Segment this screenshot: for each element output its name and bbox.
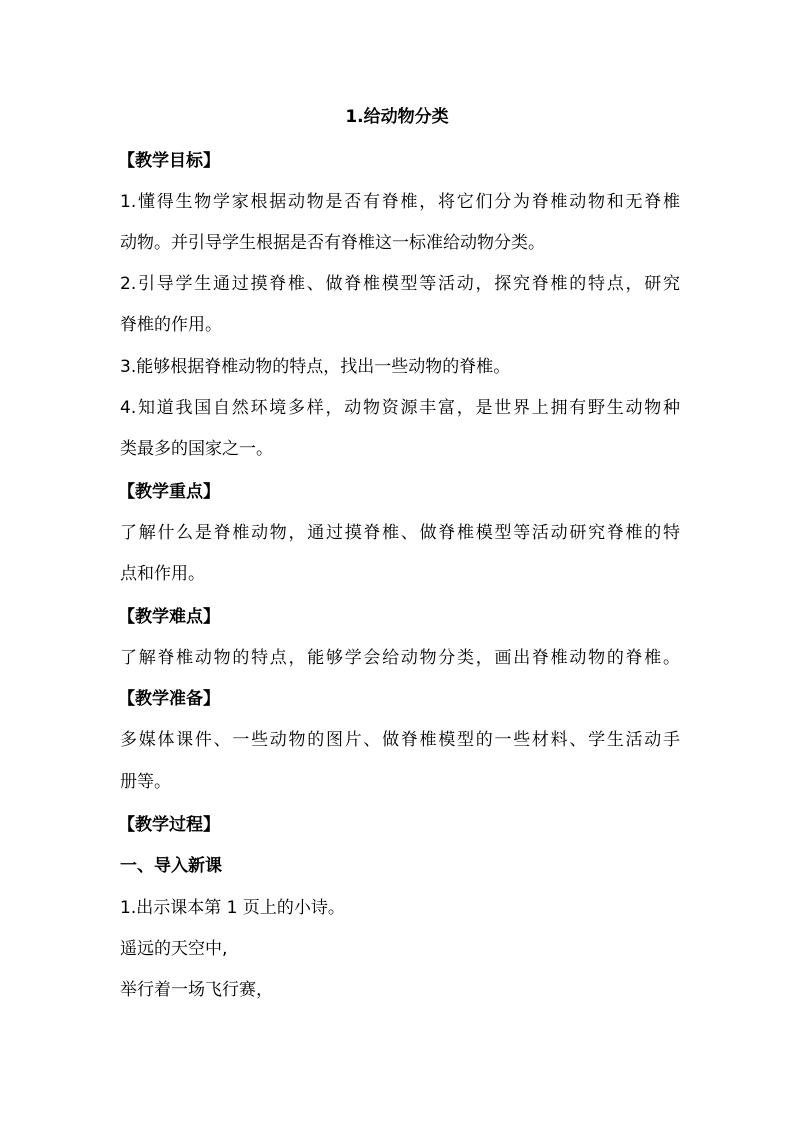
difficulties-line-1: 了解脊椎动物的特点，能够学会给动物分类，画出脊椎动物的脊椎。 (120, 648, 680, 668)
document-title: 1.给动物分类 (345, 107, 449, 127)
key-points-line-2: 点和作用。 (120, 564, 205, 584)
section-introduction: 一、导入新课 (120, 856, 222, 876)
goal-4-line-1: 4.知道我国自然环境多样，动物资源丰富，是世界上拥有野生动物种 (120, 398, 680, 418)
preparation-heading: 【教学准备】 (118, 689, 220, 709)
key-points-heading: 【教学重点】 (118, 482, 220, 502)
goal-1-line-2: 动物。并引导学生根据是否有脊椎这一标准给动物分类。 (120, 233, 545, 253)
preparation-line-2: 册等。 (120, 772, 171, 792)
goal-2-line-1: 2.引导学生通过摸脊椎、做脊椎模型等活动，探究脊椎的特点，研究 (120, 274, 680, 294)
poem-line-1: 遥远的天空中, (120, 939, 228, 959)
key-points-line-1: 了解什么是脊椎动物，通过摸脊椎、做脊椎模型等活动研究脊椎的特 (120, 523, 680, 543)
process-heading: 【教学过程】 (118, 815, 220, 835)
step-1: 1.出示课本第 1 页上的小诗。 (120, 898, 345, 918)
preparation-line-1: 多媒体课件、一些动物的图片、做脊椎模型的一些材料、学生活动手 (120, 730, 680, 750)
difficulties-heading: 【教学难点】 (118, 607, 220, 627)
goal-3: 3.能够根据脊椎动物的特点，找出一些动物的脊椎。 (120, 357, 511, 377)
goals-heading: 【教学目标】 (118, 151, 220, 171)
goal-1-line-1: 1.懂得生物学家根据动物是否有脊椎，将它们分为脊椎动物和无脊椎 (120, 192, 680, 212)
goal-2-line-2: 脊椎的作用。 (120, 315, 222, 335)
poem-line-2: 举行着一场飞行赛， (120, 980, 273, 1000)
goal-4-line-2: 类最多的国家之一。 (120, 439, 273, 459)
